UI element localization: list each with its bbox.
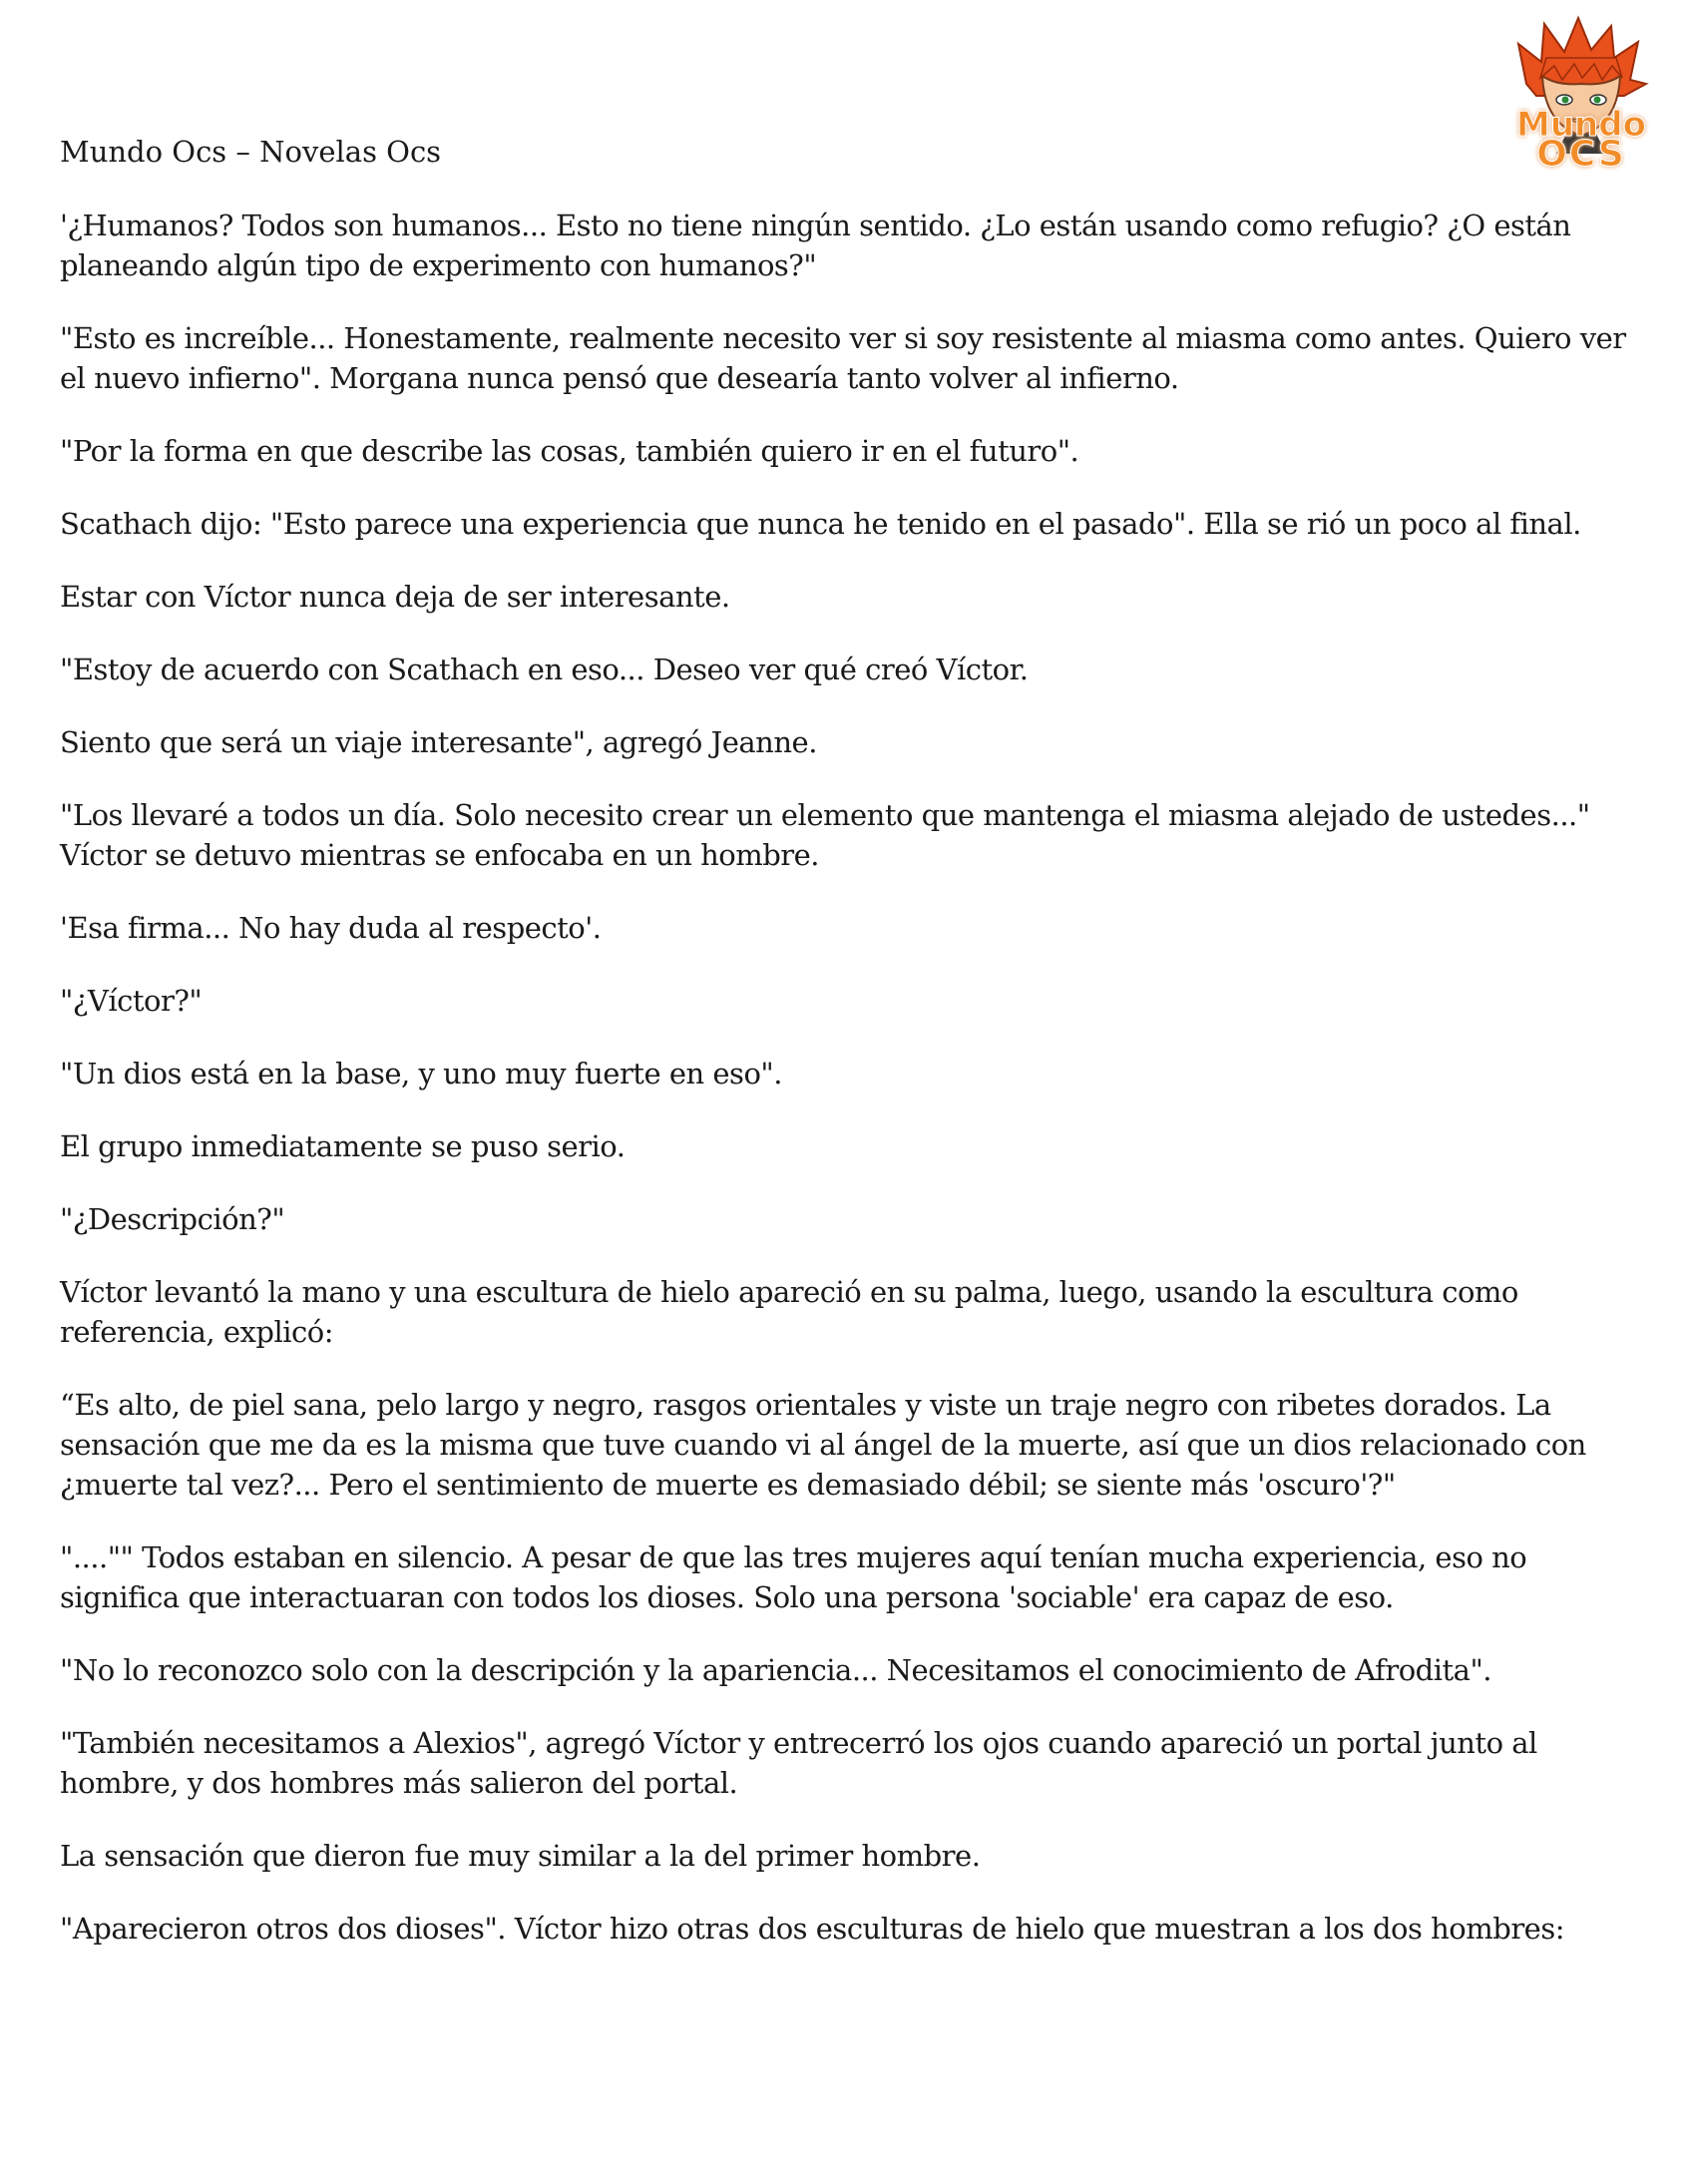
paragraph: Estar con Víctor nunca deja de ser interesante. — [60, 580, 730, 614]
paragraph: Scathach dijo: "Esto parece una experiencia que nunca he tenido en el pasado". Ella se rió un poco al final. — [60, 507, 1581, 541]
paragraph: La sensación que dieron fue muy similar a la del primer hombre. — [60, 1839, 981, 1873]
document-body — [60, 206, 1636, 1981]
paragraph: 'Esa firma... No hay duda al respecto'. — [60, 911, 602, 945]
paragraph: "No lo reconozco solo con la descripción y la apariencia... Necesitamos el conocimiento de Afrodita". — [60, 1653, 1492, 1687]
mundo-ocs-logo — [1496, 14, 1666, 179]
paragraph: "Los llevaré a todos un día. Solo necesito crear un elemento que mantenga el miasma alejado de ustedes..." Víctor se detuvo mientras se enfocaba en un hombre. — [60, 798, 1590, 872]
paragraph: '¿Humanos? Todos son humanos... Esto no tiene ningún sentido. ¿Lo están usando como refugio? ¿O están planeando algún tipo de experimento con humanos?" — [60, 209, 1571, 282]
paragraph: "Un dios está en la base, y uno muy fuerte en eso". — [60, 1057, 782, 1091]
paragraph: "...."" Todos estaban en silencio. A pesar de que las tres mujeres aquí tenían mucha experiencia, eso no significa que interactuaran con todos los dioses. Solo una persona 'sociable' era capaz de eso. — [60, 1540, 1527, 1614]
page-header: Mundo Ocs – Novelas Ocs — [60, 135, 442, 169]
paragraph: "Aparecieron otros dos dioses". Víctor hizo otras dos esculturas de hielo que muestran a los dos hombres: — [60, 1912, 1564, 1946]
paragraph: "¿Descripción?" — [60, 1202, 285, 1236]
paragraph: "¿Víctor?" — [60, 984, 203, 1018]
paragraph: "Estoy de acuerdo con Scathach en eso... Deseo ver qué creó Víctor. — [60, 653, 1029, 686]
paragraph: Víctor levantó la mano y una escultura de hielo apareció en su palma, luego, usando la escultura como referencia, explicó: — [60, 1275, 1518, 1349]
paragraph: El grupo inmediatamente se puso serio. — [60, 1129, 626, 1163]
paragraph: “Es alto, de piel sana, pelo largo y negro, rasgos orientales y viste un traje negro con ribetes dorados. La sensación que me da es la misma que tuve cuando vi al ángel de la muerte, así que un dios relacionado con ¿muerte tal vez?... Pero el sentimiento de muerte es demasiado débil; se siente más 'oscuro'?" — [60, 1388, 1586, 1502]
paragraph: "Esto es increíble... Honestamente, realmente necesito ver si soy resistente al miasma como antes. Quiero ver el nuevo infierno". Morgana nunca pensó que desearía tanto volver al infierno. — [60, 321, 1626, 395]
logo-text-line1: Mundo — [1516, 105, 1646, 145]
paragraph: "También necesitamos a Alexios", agregó Víctor y entrecerró los ojos cuando apareció un portal junto al hombre, y dos hombres más salieron del portal. — [60, 1726, 1537, 1800]
paragraph: "Por la forma en que describe las cosas, también quiero ir en el futuro". — [60, 434, 1079, 468]
paragraph: Siento que será un viaje interesante", agregó Jeanne. — [60, 725, 817, 759]
logo-text-line2: OCS — [1536, 134, 1626, 175]
